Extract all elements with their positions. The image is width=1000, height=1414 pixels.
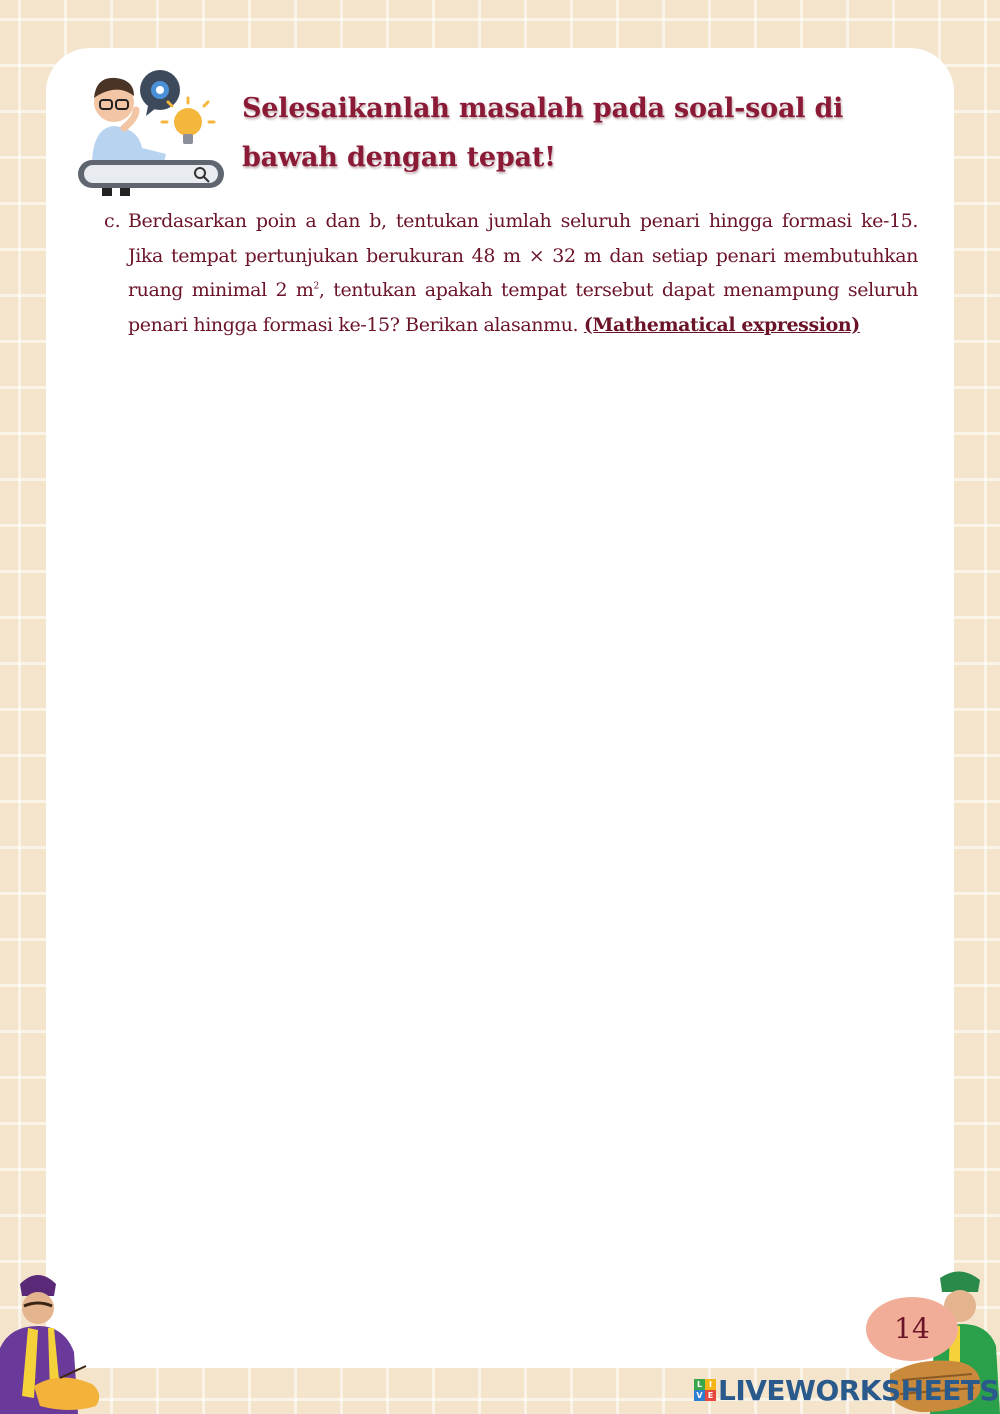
question-text-part1: Berdasarkan poin a dan b, tentukan jumlah seluruh penari hingga formasi ke-15. Jika tempat pertunjukan berukuran 48 m × 32 m dan setiap penari membutuhkan ruang minimal 2 m [128,210,918,301]
liveworksheets-mark-icon [694,1379,716,1401]
brand-mark-letter: E [705,1390,716,1401]
question-text-part2: , tentukan apakah tempat tersebut dapat menampung seluruh penari hingga formasi ke-15? Berikan alasanmu. [128,279,918,336]
question-text [128,204,918,342]
brand-mark-letter: V [694,1390,705,1401]
superscript-two: 2 [313,281,319,292]
thinking-man-illustration [76,66,228,200]
question-marker: c. [104,210,121,232]
page-title: Selesaikanlah masalah pada soal-soal di bawah dengan tepat! [242,93,844,173]
brand-mark-letter: I [705,1379,716,1390]
mathematical-expression-link[interactable]: (Mathematical expression) [583,313,860,336]
liveworksheets-logo [694,1373,999,1407]
brand-mark-letter: L [694,1379,705,1390]
question-c [104,204,918,342]
brand-name: LIVEWORKSHEETS [718,1373,1000,1407]
page-number-badge: 14 [866,1297,958,1361]
dancer-left-illustration [0,1266,110,1414]
